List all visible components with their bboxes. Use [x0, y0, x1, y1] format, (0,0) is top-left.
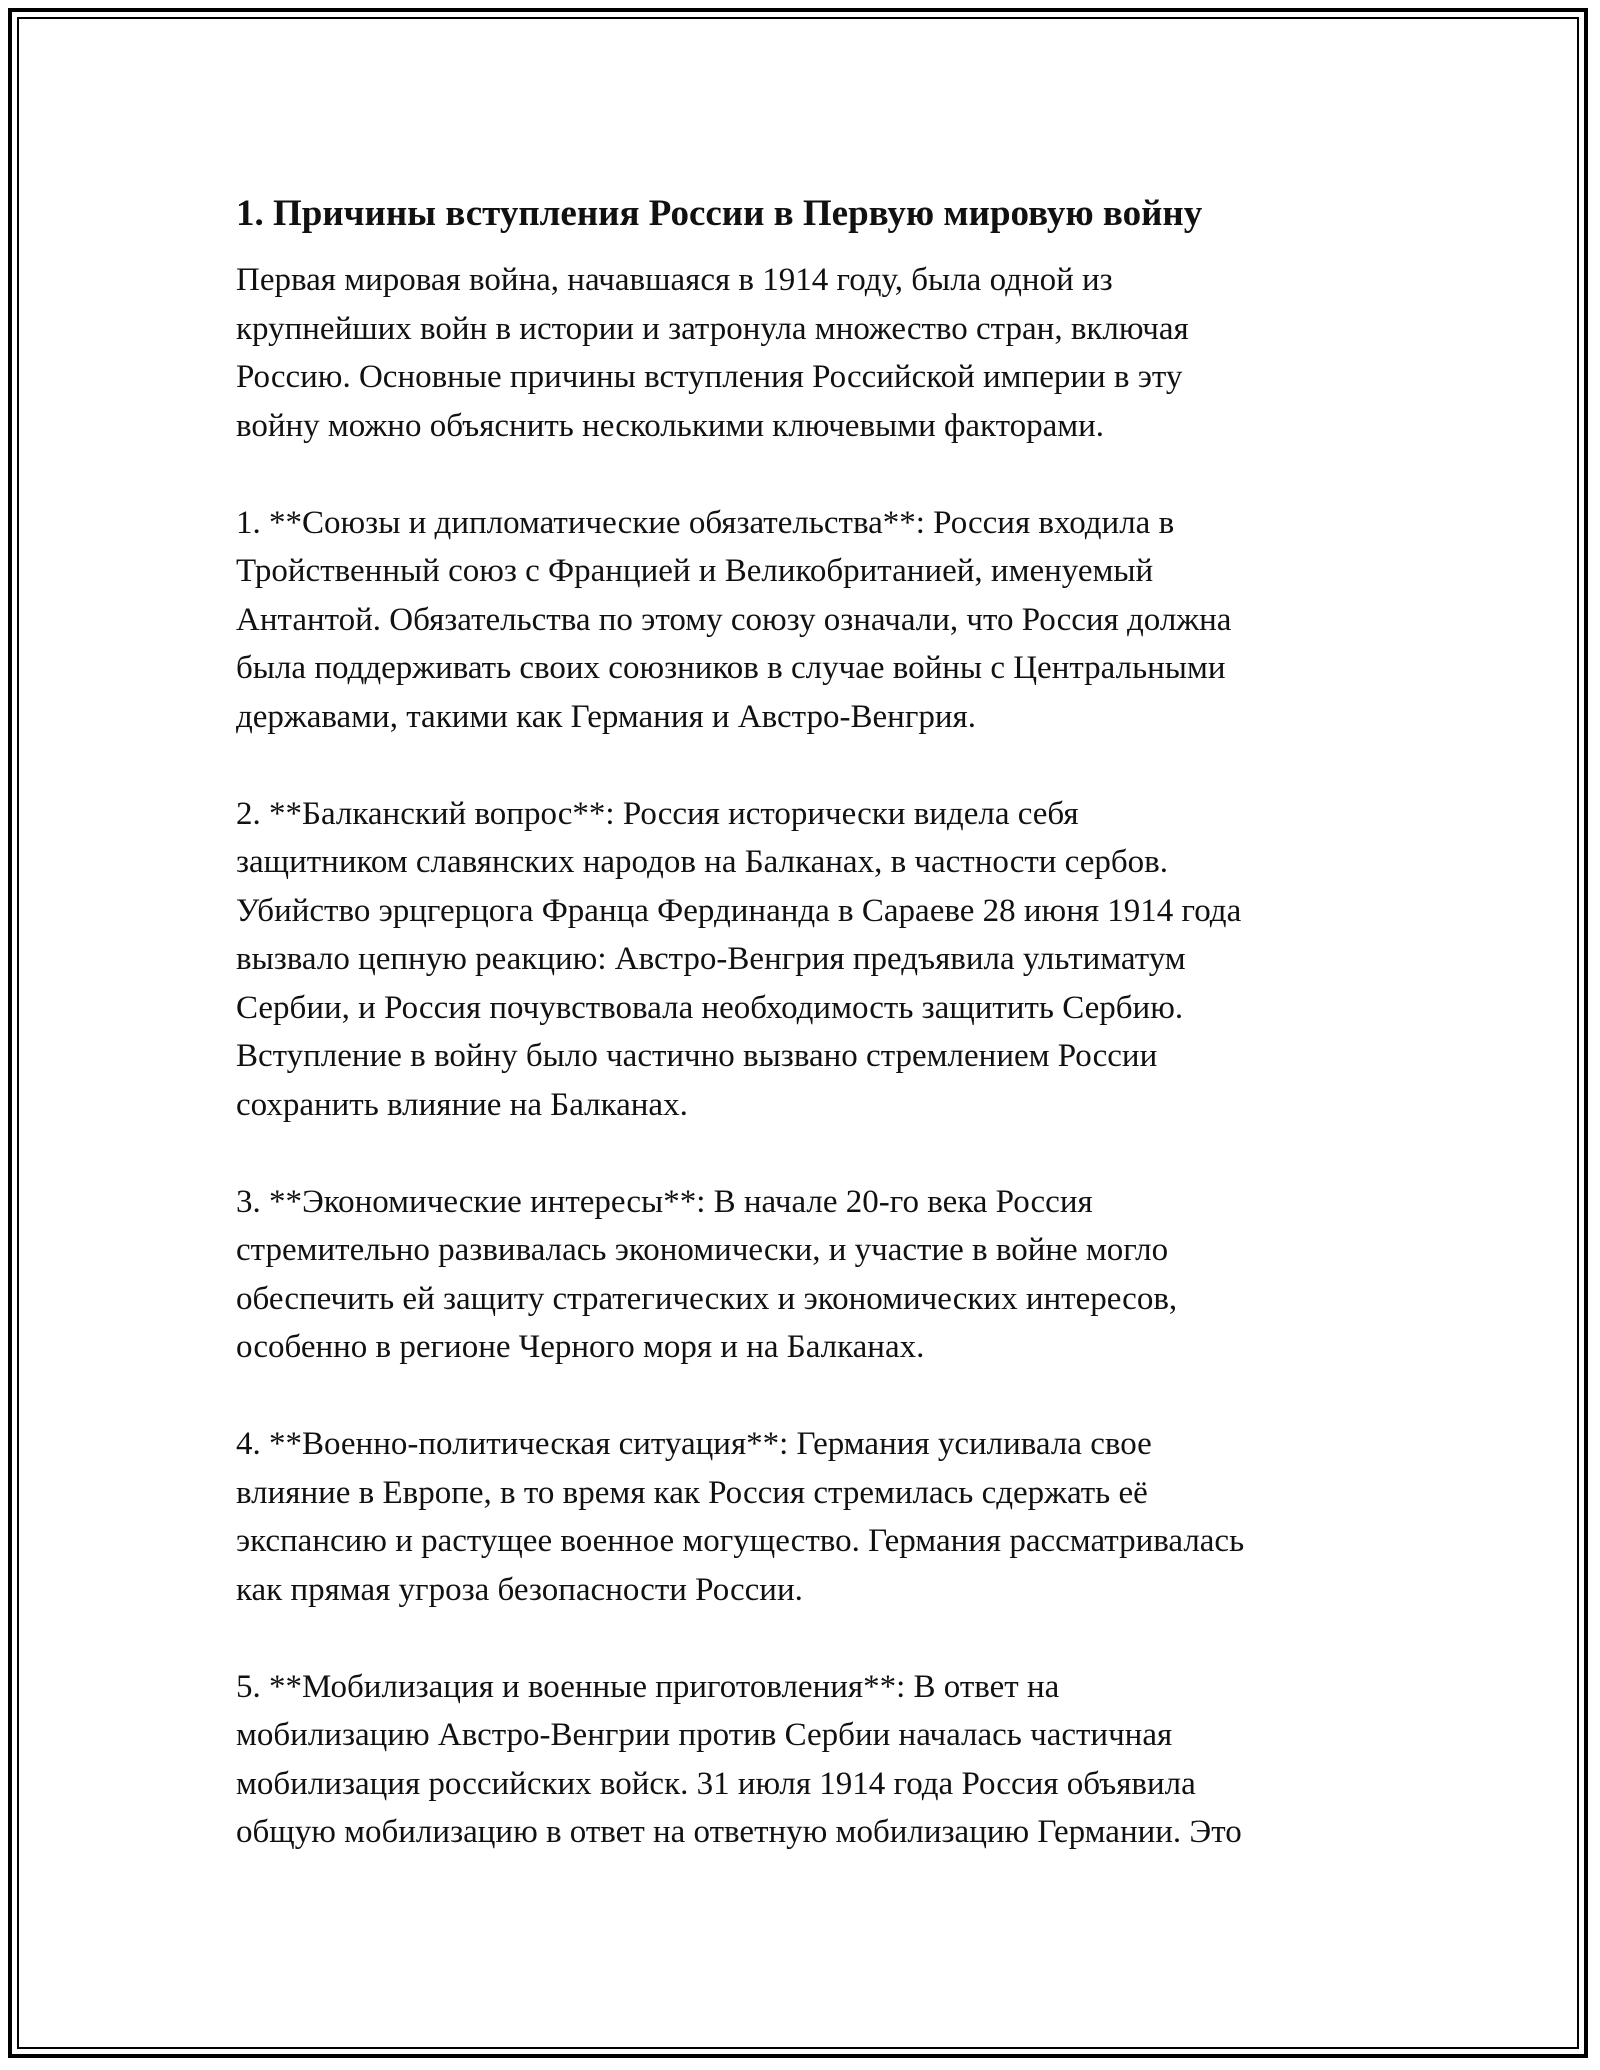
paragraph-mobilization: 5. **Мобилизация и военные приготовления**: В ответ на мобилизацию Австро-Венгрии против Сербии началась частичная мобилизация российских войск. 31 июля 1914 года Россия объявила общую мобилизацию в ответ на ответную мобилизацию Германии. Это: [236, 1668, 1242, 1850]
document-body: [236, 188, 1376, 1905]
paragraph-alliances: 1. **Союзы и дипломатические обязательства**: Россия входила в Тройственный союз с Францией и Великобританией, именуемый Антантой. Обязательства по этому союзу означали, что Россия должна была поддерживать своих союзников в случае войны с Центральными державами, такими как Германия и Австро-Венгрия.: [236, 504, 1232, 735]
paragraph-military-politics: 4. **Военно-политическая ситуация**: Германия усиливала свое влияние в Европе, в то время как Россия стремилась сдержать её экспансию и растущее военное могущество. Германия рассматривалась как прямая угроза безопасности России.: [236, 1426, 1245, 1608]
document-title: 1. Причины вступления России в Первую мировую войну: [236, 193, 1203, 234]
paragraph-balkans: 2. **Балканский вопрос**: Россия исторически видела себя защитником славянских народов на Балканах, в частности сербов. Убийство эрцгерцога Франца Фердинанда в Сараеве 28 июня 1914 года вызвало цепную реакцию: Австро-Венгрия предъявила ультиматум Сербии, и Россия почувствовала необходимость защитить Сербию. Вступление в войну было частично вызвано стремлением России сохранить влияние на Балканах.: [236, 795, 1242, 1123]
paragraph-intro: Первая мировая война, начавшаяся в 1914 году, была одной из крупнейших войн в истории и затронула множество стран, включая Россию. Основные причины вступления Российской империи в эту войну можно объяснить несколькими ключевыми факторами.: [236, 262, 1189, 444]
paragraph-economy: 3. **Экономические интересы**: В начале 20-го века Россия стремительно развивалась экономически, и участие в войне могло обеспечить ей защиту стратегических и экономических интересов, особенно в регионе Черного моря и на Балканах.: [236, 1183, 1178, 1365]
